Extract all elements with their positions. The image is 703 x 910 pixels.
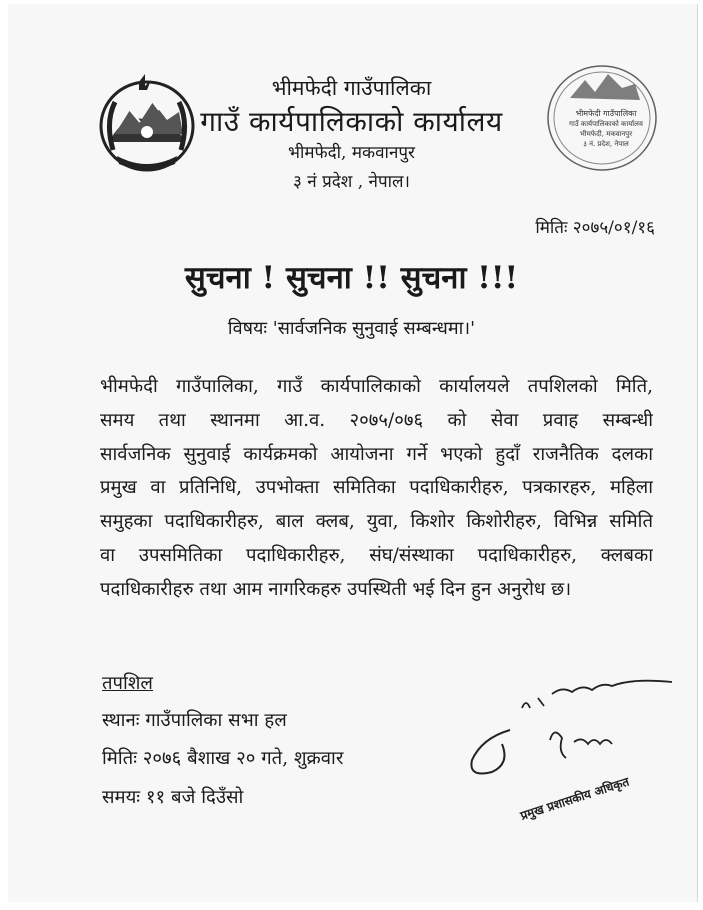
stamp-line-3: भीमफेदी, मकवानपुर (579, 130, 633, 138)
notice-body (100, 370, 653, 607)
document-date: मितिः २०७५/०१/१६ (535, 218, 655, 238)
office-location: भीमफेदी, मकवानपुर (288, 143, 415, 163)
signature (462, 668, 682, 828)
body-line: भीमफेदी गाउँपालिका, गाउँ कार्यपालिकाको कार्यालयले तपशिलको मिति, (100, 376, 653, 397)
notice-title: सुचना ! सुचना !! सुचना !!! (184, 260, 519, 296)
municipality-name: भीमफेदी गाउँपालिका (271, 76, 432, 100)
body-line: प्रमुख वा प्रतिनिधि, उपभोक्ता समितिका पदाधिकारीहरु, पत्रकारहरु, महिला (100, 477, 653, 499)
signature-designation: प्रमुख प्रशासकीय अधिकृत (518, 774, 631, 823)
details-date: मितिः २०७६ बैशाख २० गते, शुक्रवार (102, 748, 344, 769)
notice-subject: विषयः 'सार्वजनिक सुनुवाई सम्बन्धमा।' (227, 318, 476, 339)
details-time: समयः ११ बजे दिउँसो (102, 787, 244, 808)
stamp-line-1: भीमफेदी गाउँपालिका (575, 109, 637, 118)
stamp-line-2: गाउँ कार्यपालिकाको कार्यालय (569, 120, 643, 128)
details-place: स्थानः गाउँपालिका सभा हल (102, 710, 287, 731)
province-line: ३ नं प्रदेश , नेपाल। (292, 172, 411, 192)
office-name: गाउँ कार्यपालिकाको कार्यालय (200, 105, 503, 138)
body-line: पदाधिकारीहरु तथा आम नागरिकहरु उपस्थिती भई दिन हुन अनुरोध छ। (100, 578, 572, 600)
body-line: समय तथा स्थानमा आ.व. २०७५/०७६ को सेवा प्रवाह सम्बन्धी (100, 409, 653, 431)
body-line: समुहका पदाधिकारीहरु, बाल क्लब, युवा, किशोर किशोरीहरु, विभिन्न समिति (100, 511, 653, 533)
details-heading: तपशिल (102, 673, 153, 694)
body-line: वा उपसमितिका पदाधिकारीहरु, संघ/संस्थाका पदाधिकारीहरु, क्लबका (100, 544, 653, 566)
body-line: सार्वजनिक सुनुवाई कार्यक्रमको आयोजना गर्ने भएको हुदाँ राजनैतिक दलका (100, 443, 653, 465)
stamp-line-4: ३ नं. प्रदेश, नेपाल (583, 140, 629, 148)
